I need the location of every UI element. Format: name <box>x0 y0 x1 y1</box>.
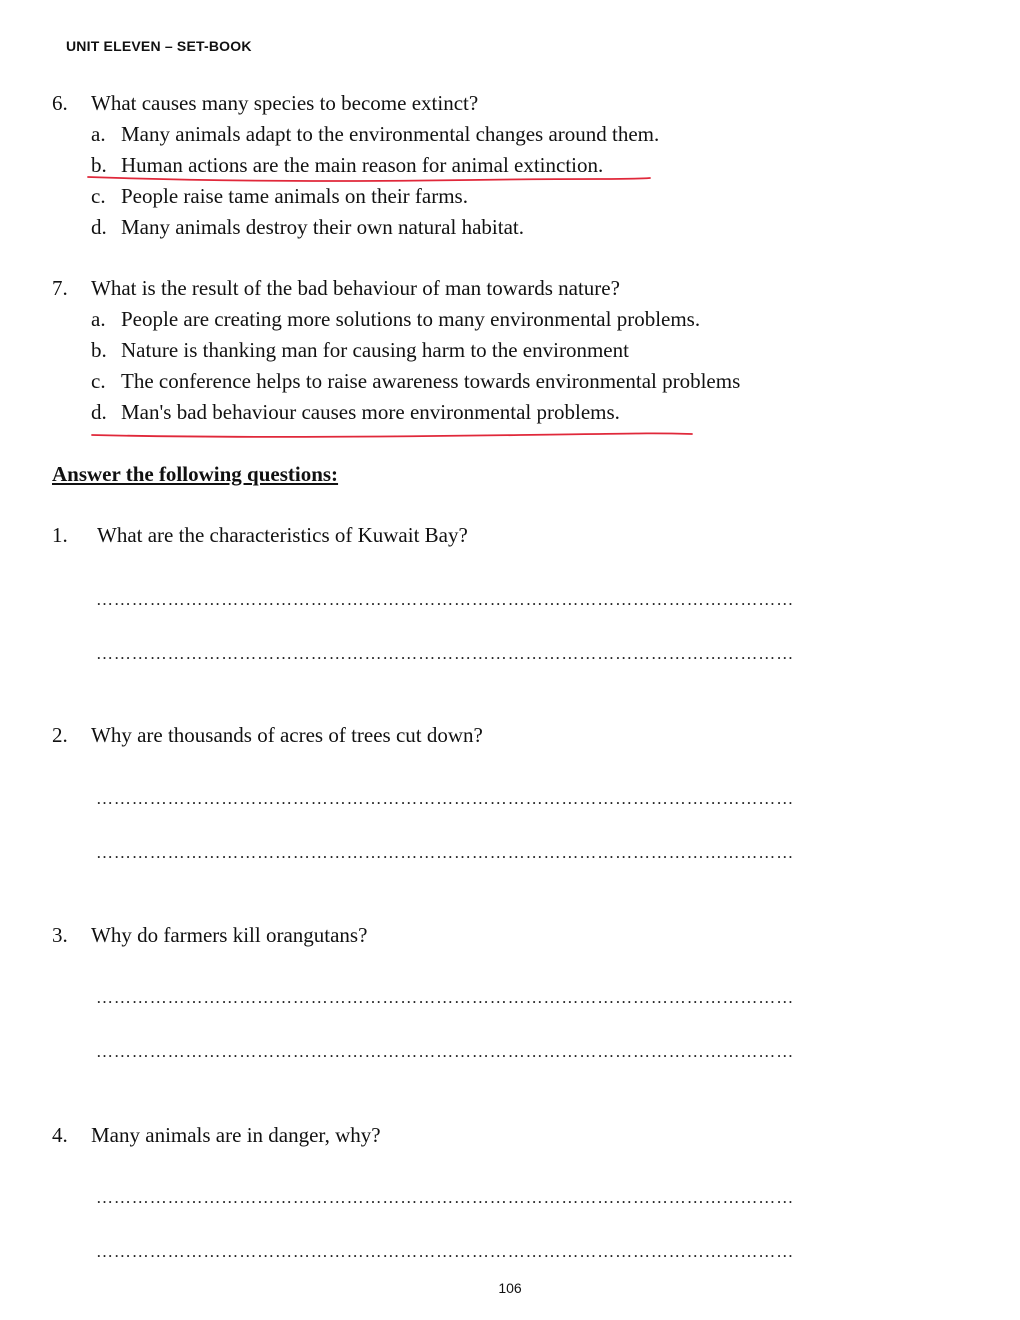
q7-number: 7. <box>52 276 68 300</box>
open-q4-answer-line-2[interactable]: ……………………………………………………………………………………………………… <box>96 1242 795 1261</box>
open-q4-number: 4. <box>52 1123 68 1147</box>
q6-number: 6. <box>52 91 68 115</box>
q6-option-d-letter: d. <box>91 215 107 239</box>
q7-option-b-letter: b. <box>91 338 107 362</box>
q6-text: What causes many species to become extinct? <box>91 91 479 115</box>
open-q1-text: What are the characteristics of Kuwait Bay? <box>97 523 468 547</box>
q6-option-c: People raise tame animals on their farms. <box>121 184 468 208</box>
open-q2-answer-line-2[interactable]: ……………………………………………………………………………………………………… <box>96 843 795 862</box>
open-q3-answer-line-2[interactable]: ……………………………………………………………………………………………………… <box>96 1042 795 1061</box>
open-q2-text: Why are thousands of acres of trees cut down? <box>91 723 483 747</box>
open-q3-number: 3. <box>52 923 68 947</box>
open-q2-number: 2. <box>52 723 68 747</box>
open-q4-answer-line-1[interactable]: ……………………………………………………………………………………………………… <box>96 1188 795 1207</box>
q6-option-b: Human actions are the main reason for animal extinction. <box>121 153 604 177</box>
q7-option-c: The conference helps to raise awareness towards environmental problems <box>121 369 741 393</box>
open-q4-text: Many animals are in danger, why? <box>91 1123 381 1147</box>
q7-option-b: Nature is thanking man for causing harm to the environment <box>121 338 629 362</box>
q7-option-d-letter: d. <box>91 400 107 424</box>
q6-option-d: Many animals destroy their own natural habitat. <box>121 215 524 239</box>
q6-option-a: Many animals adapt to the environmental changes around them. <box>121 122 660 146</box>
open-q3-text: Why do farmers kill orangutans? <box>91 923 368 947</box>
open-q1-answer-line-2[interactable]: ……………………………………………………………………………………………………… <box>96 644 795 663</box>
open-q1-number: 1. <box>52 523 68 547</box>
section-heading: Answer the following questions: <box>52 462 339 486</box>
q7-option-a-letter: a. <box>91 307 106 331</box>
q7-text: What is the result of the bad behaviour of man towards nature? <box>91 276 620 300</box>
q7-answer-underline <box>92 433 692 437</box>
open-q2-answer-line-1[interactable]: ……………………………………………………………………………………………………… <box>96 789 795 808</box>
q6-option-a-letter: a. <box>91 122 106 146</box>
q7-option-a: People are creating more solutions to many environmental problems. <box>121 307 701 331</box>
q6-option-b-letter: b. <box>91 153 107 177</box>
open-q1-answer-line-1[interactable]: ……………………………………………………………………………………………………… <box>96 590 795 609</box>
open-q3-answer-line-1[interactable]: ……………………………………………………………………………………………………… <box>96 988 795 1007</box>
q6-answer-underline <box>88 177 650 181</box>
q7-option-c-letter: c. <box>91 369 106 393</box>
unit-header: UNIT ELEVEN – SET-BOOK <box>66 38 252 54</box>
page-number: 106 <box>498 1280 522 1296</box>
q7-option-d: Man's bad behaviour causes more environmental problems. <box>121 400 620 424</box>
q6-option-c-letter: c. <box>91 184 106 208</box>
